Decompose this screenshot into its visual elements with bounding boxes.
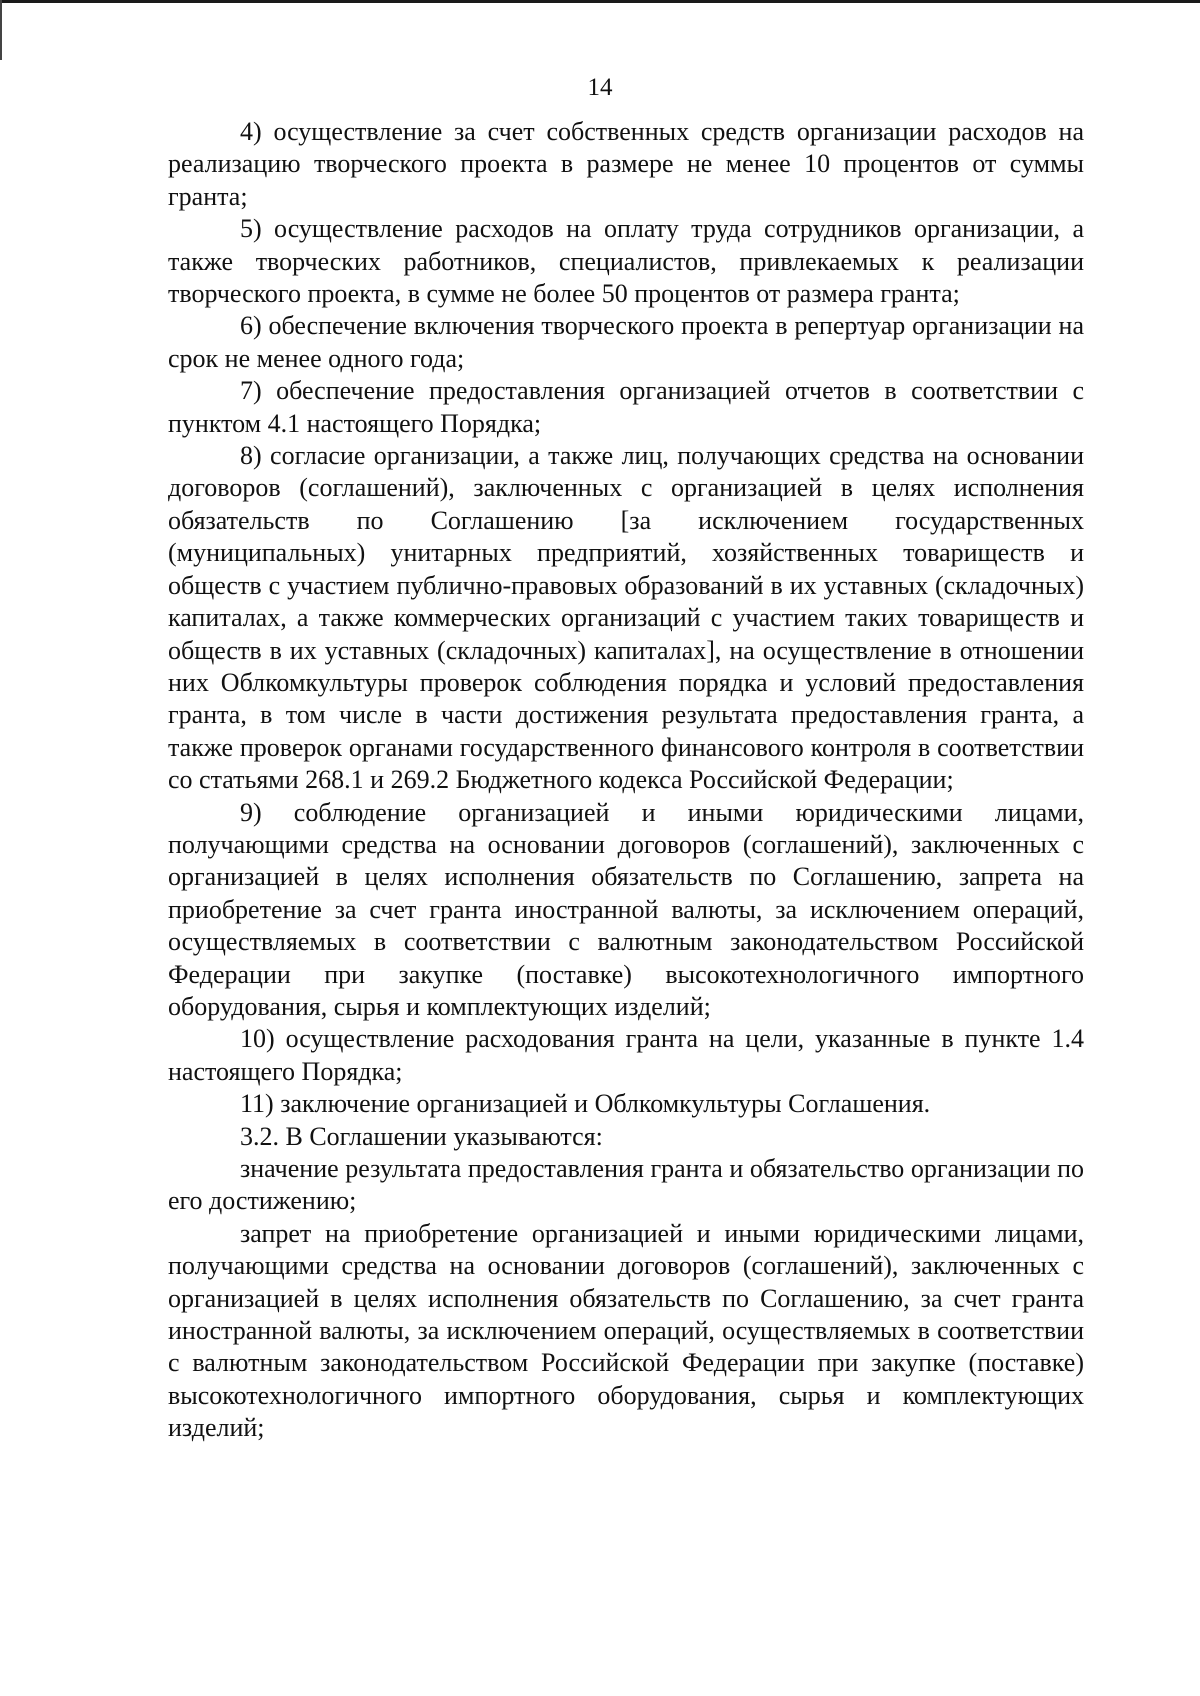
paragraph-result-value: значение результата предоставления гранта и обязательство организации по его достижению; — [168, 1154, 1084, 1216]
paragraph-item-9: 9) соблюдение организацией и иными юридическими лицами, получающими средства на основании договоров (соглашений), заключенных с организацией в целях исполнения обязательств по Соглашению, запрета на приобретение за счет гранта иностранной валюты, за исключением операций, осуществляемых в соответствии с валютным законодательством Российской Федерации при закупке (поставке) высокотехнологичного импортного оборудования, сырья и комплектующих изделий; — [168, 797, 1084, 1021]
paragraph-currency-ban: запрет на приобретение организацией и иными юридическими лицами, получающими средства на основании договоров (соглашений), заключенных с организацией в целях исполнения обязательств по Соглашению, за счет гранта иностранной валюты, за исключением операций, осуществляемых в соответствии с валютным законодательством Российской Федерации при закупке (поставке) высокотехнологичного импортного оборудования, сырья и комплектующих изделий; — [168, 1218, 1084, 1443]
paragraph-item-6: 6) обеспечение включения творческого проекта в репертуар организации на срок не менее одного года; — [168, 311, 1084, 373]
paragraph-item-4: 4) осуществление за счет собственных средств организации расходов на реализацию творческого проекта в размере не менее 10 процентов от суммы гранта; — [168, 117, 1084, 211]
document-body — [168, 116, 1084, 1445]
paragraph-item-7: 7) обеспечение предоставления организацией отчетов в соответствии с пунктом 4.1 настоящего Порядка; — [168, 376, 1084, 438]
paragraph-item-8: 8) согласие организации, а также лиц, получающих средства на основании договоров (соглашений), заключенных с организацией в целях исполнения обязательств по Соглашению [за исключением государственных (муниципальных) унитарных предприятий, хозяйственных товариществ и обществ с участием публично-правовых образований в их уставных (складочных) капиталах, а также коммерческих организаций с участием таких товариществ и обществ в их уставных (складочных) капиталах], на осуществление в отношении них Облкомкультуры проверок соблюдения порядка и условий предоставления гранта, в том числе в части достижения результата предоставления гранта, а также проверок органами государственного финансового контроля в соответствии со статьями 268.1 и 269.2 Бюджетного кодекса Российской Федерации; — [168, 441, 1084, 795]
scan-top-border — [0, 0, 1200, 3]
paragraph-item-10: 10) осуществление расходования гранта на цели, указанные в пункте 1.4 настоящего Порядка; — [168, 1024, 1084, 1086]
section-heading-3-2: 3.2. В Соглашении указываются: — [240, 1121, 603, 1151]
page-number: 14 — [587, 74, 613, 101]
paragraph-item-11: 11) заключение организацией и Облкомкультуры Соглашения. — [240, 1089, 931, 1119]
scan-left-border — [0, 0, 2, 60]
paragraph-item-5: 5) осуществление расходов на оплату труда сотрудников организации, а также творческих работников, специалистов, привлекаемых к реализации творческого проекта, в сумме не более 50 процентов от размера гранта; — [168, 214, 1084, 309]
